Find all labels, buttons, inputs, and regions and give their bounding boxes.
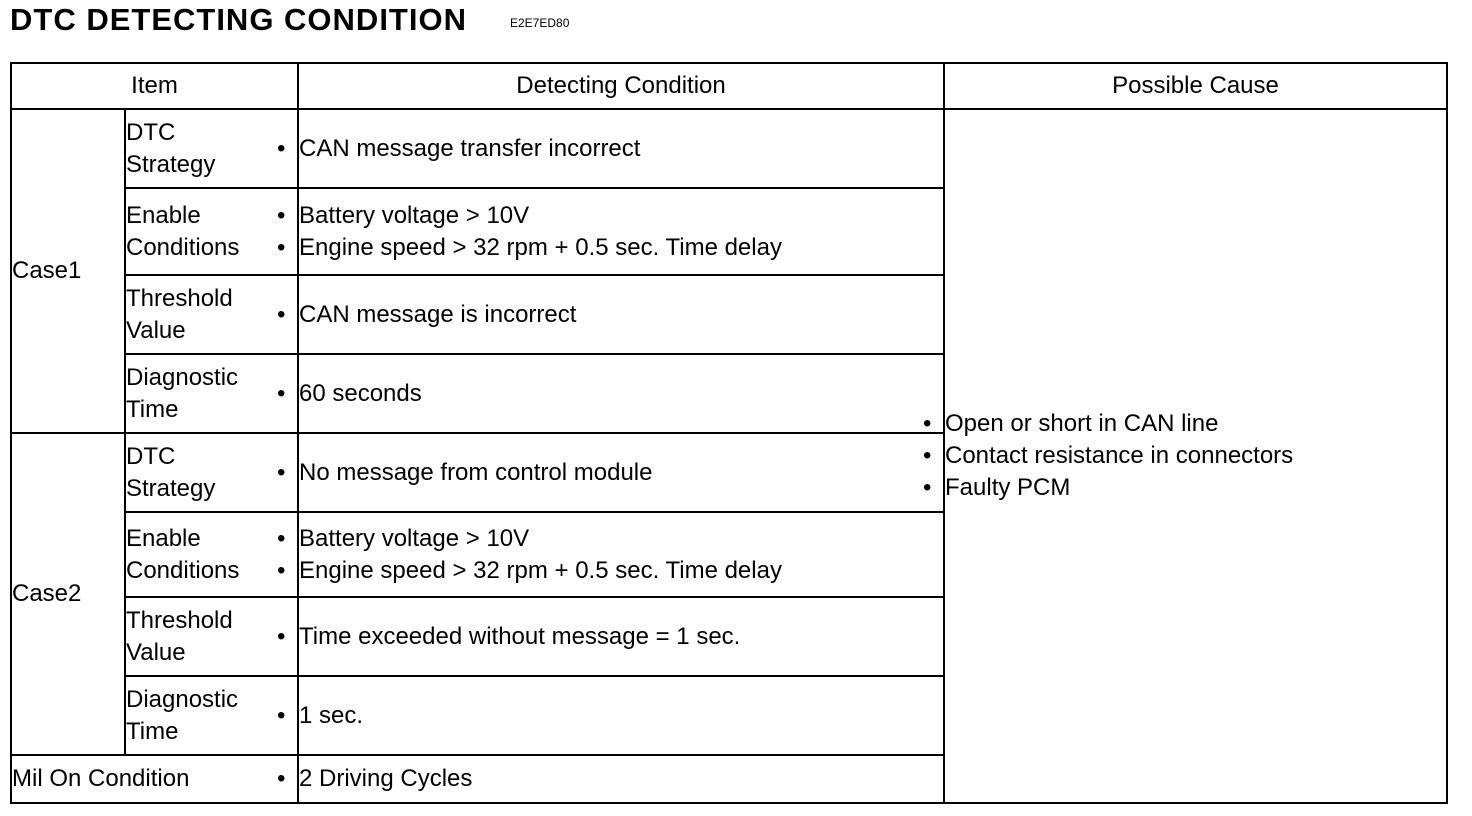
cause-item: • Contact resistance in connectors [945,440,1446,472]
condition-item: • CAN message transfer incorrect [299,133,943,165]
possible-cause-cell [944,109,1447,803]
condition-item: • Engine speed > 32 rpm + 0.5 sec. Time delay [299,555,943,587]
condition-cell [298,275,944,354]
condition-item: • 1 sec. [299,700,943,732]
item-label: Diagnostic Time [125,676,298,755]
condition-item: • Battery voltage > 10V [299,200,943,232]
condition-cell [298,188,944,275]
case1-label: Case1 [11,109,125,433]
condition-cell [298,354,944,433]
condition-cell [298,433,944,512]
item-label: Enable Conditions [125,512,298,597]
item-label: DTC Strategy [125,433,298,512]
condition-item: • CAN message is incorrect [299,299,943,331]
condition-item: • Engine speed > 32 rpm + 0.5 sec. Time delay [299,232,943,264]
item-label: Threshold Value [125,275,298,354]
condition-item: • No message from control module [299,457,943,489]
header-possible-cause: Possible Cause [944,63,1447,109]
condition-cell [298,676,944,755]
condition-item: • Battery voltage > 10V [299,523,943,555]
item-label: DTC Strategy [125,109,298,188]
condition-cell [298,755,944,803]
condition-cell [298,512,944,597]
condition-cell [298,597,944,676]
mil-on-condition-label: Mil On Condition [11,755,298,803]
condition-cell [298,109,944,188]
header-row [11,63,1447,109]
table-row [11,109,1447,188]
item-label: Enable Conditions [125,188,298,275]
condition-item: • 60 seconds [299,378,943,410]
cause-item: • Open or short in CAN line [945,408,1446,440]
header-item: Item [11,63,298,109]
case2-label: Case2 [11,433,125,755]
cause-item: • Faulty PCM [945,472,1446,504]
document-code: E2E7ED80 [510,16,570,30]
condition-item: • Time exceeded without message = 1 sec. [299,621,943,653]
item-label: Threshold Value [125,597,298,676]
header-detecting-condition: Detecting Condition [298,63,944,109]
dtc-condition-table [10,62,1448,804]
condition-item: • 2 Driving Cycles [299,763,943,795]
item-label: Diagnostic Time [125,354,298,433]
page-title: DTC DETECTING CONDITION [10,2,467,37]
